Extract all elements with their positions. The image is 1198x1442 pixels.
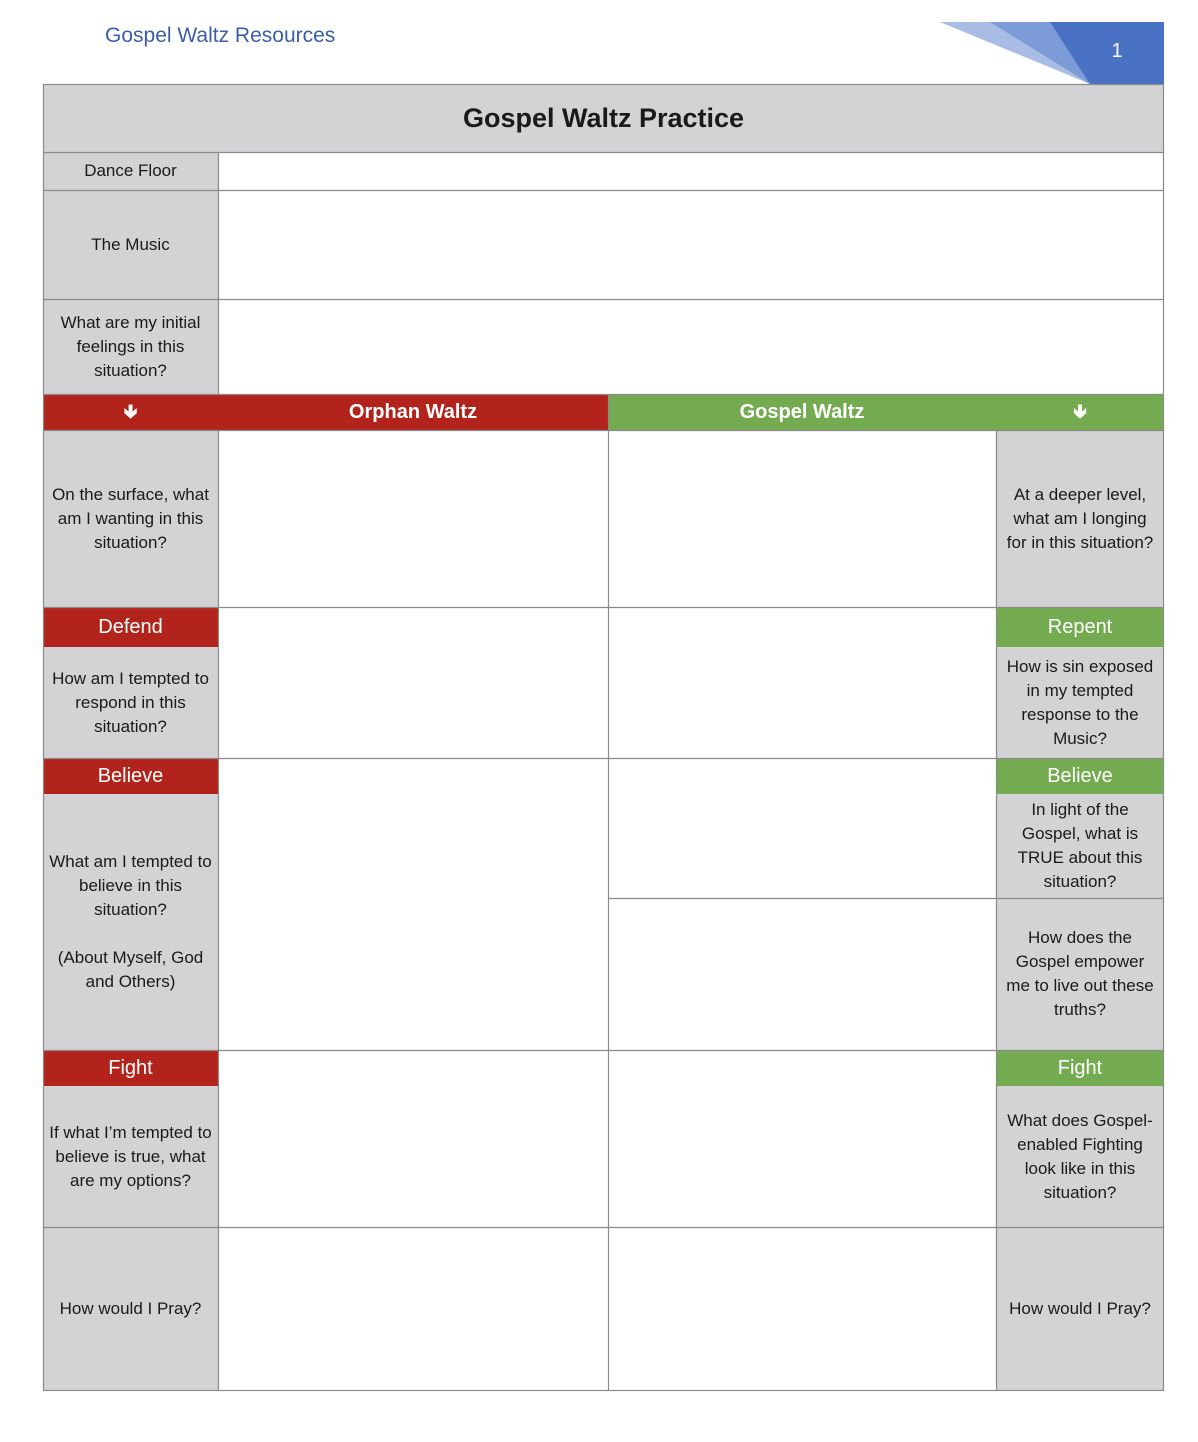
repent-label: How is sin exposed in my tempted response to the Music?: [996, 647, 1164, 758]
believe-right-title: Believe: [996, 758, 1164, 794]
fight-right-label: What does Gospel-enabled Fighting look like in this situation?: [996, 1086, 1164, 1227]
pray-left-label: How would I Pray?: [43, 1227, 218, 1391]
believe-left-question: What am I tempted to believe in this situation?: [49, 852, 212, 919]
fight-left-label: If what I’m tempted to believe is true, what are my options?: [43, 1086, 218, 1227]
fight-left-title: Fight: [43, 1050, 218, 1086]
believe-right-label: In light of the Gospel, what is TRUE about this situation?: [996, 794, 1164, 898]
repent-title: Repent: [996, 607, 1164, 647]
believe-left-title: Believe: [43, 758, 218, 794]
orphan-waltz-header: Orphan Waltz: [218, 394, 608, 430]
dance-floor-label: Dance Floor: [43, 152, 218, 190]
surface-wanting-label: On the surface, what am I wanting in this situation?: [43, 430, 218, 607]
initial-feelings-label: What are my initial feelings in this situation?: [43, 299, 218, 394]
page-number: 1: [1111, 40, 1123, 62]
music-label: The Music: [43, 190, 218, 299]
orphan-arrow-down-icon: 🢃: [43, 394, 218, 430]
empower-label: How does the Gospel empower me to live out these truths?: [996, 898, 1164, 1050]
defend-title: Defend: [43, 607, 218, 647]
gospel-arrow-down-icon: 🢃: [996, 394, 1164, 430]
pray-right-label: How would I Pray?: [996, 1227, 1164, 1391]
believe-left-note: (About Myself, God and Others): [57, 948, 204, 991]
deeper-longing-label: At a deeper level, what am I longing for in this situation?: [996, 430, 1164, 607]
document-header-title: Gospel Waltz Resources: [105, 24, 336, 47]
worksheet-title: Gospel Waltz Practice: [43, 84, 1164, 152]
fight-right-title: Fight: [996, 1050, 1164, 1086]
gospel-waltz-header: Gospel Waltz: [608, 394, 996, 430]
defend-label: How am I tempted to respond in this situation?: [43, 647, 218, 758]
